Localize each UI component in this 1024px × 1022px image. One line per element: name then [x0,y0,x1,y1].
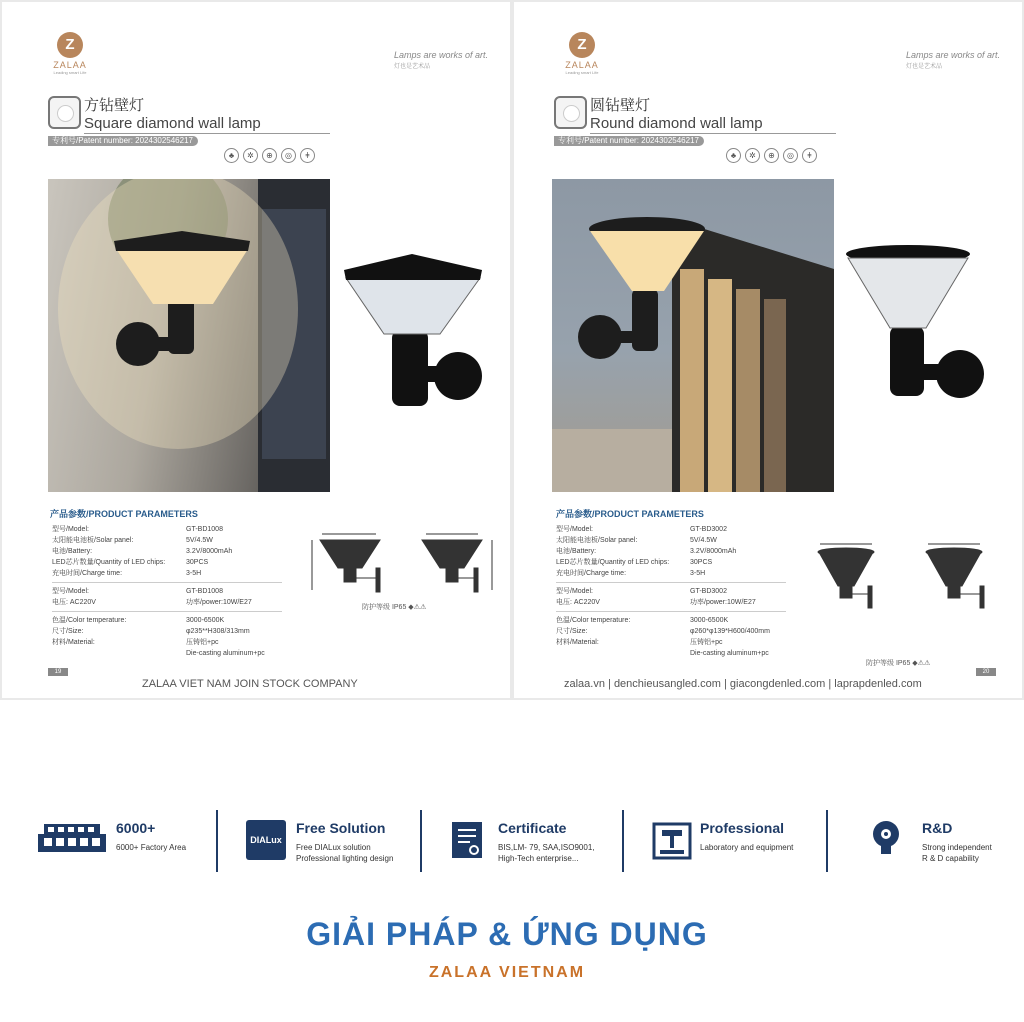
feature-icons [224,148,315,163]
param-row [52,568,282,579]
leaf-icon: ♣ [224,148,239,163]
param-value: GT-BD3002 [690,526,727,533]
logo-name: ZALAA [53,60,87,70]
certificate-icon [448,820,488,860]
param-key: 尺寸/Size: [52,628,84,635]
param-row [556,615,786,626]
waterproof-icon: ⊕ [764,148,779,163]
banner-subtitle: ZALAA VIETNAM [428,964,586,981]
param-row [52,586,282,597]
param-key: 型号/Model: [556,588,593,595]
param-row [52,524,282,535]
slogan-cn: 灯也是艺术品 [393,64,430,70]
footer-company: ZALAA VIET NAM JOIN STOCK COMPANY [142,678,358,690]
param-key: 型号/Model: [52,588,89,595]
param-value: Die-casting aluminum+pc [186,650,265,657]
params-heading: 产品参数/PRODUCT PARAMETERS [556,509,704,519]
param-value: 压铸铝+pc [690,639,723,646]
product-cutout-image [844,242,986,407]
patent-number: 专利号/Patent number: 2024302546217 [554,136,704,146]
patent-number: 专利号/Patent number: 2024302546217 [48,136,198,146]
fan-icon: ✲ [243,148,258,163]
param-key: 型号/Model: [556,526,593,533]
param-key: 色温/Color temperature: [52,617,127,624]
laboratory-icon [652,820,692,860]
param-key: 太阳能电池板/Solar panel: [556,537,638,544]
param-row [52,557,282,568]
slogan-en: Lamps are works of art. [905,50,1000,60]
title-cn: 圆钻壁灯 [590,97,651,114]
page-number: 19 [48,668,68,676]
thermometer-icon: ǂ [802,148,817,163]
param-key: 色温/Color temperature: [556,617,631,624]
param-key: LED芯片数量/Quantity of LED chips: [52,559,166,566]
slogan [906,50,1000,70]
bulb-gear-icon [872,820,902,860]
product-scene-photo [48,179,330,492]
product-title [48,94,330,134]
feature-professional [652,815,822,865]
param-row [556,546,786,557]
param-value: 3-5H [690,570,706,577]
param-row [556,586,786,597]
param-key [52,648,186,659]
divider [216,810,218,872]
feature-free-solution [246,815,416,865]
feature-desc: Strong independent R & D capability [922,843,992,863]
param-key: 电压: AC220V [52,599,96,606]
params-heading: 产品参数/PRODUCT PARAMETERS [50,509,198,519]
feature-icons [726,148,817,163]
divider [826,810,828,872]
feature-desc: 6000+ Factory Area [116,843,187,852]
logo-tagline: Leading smart Life [565,70,599,75]
feature-band [0,805,1024,875]
light-ring-icon: ◎ [783,148,798,163]
param-row [556,524,786,535]
feature-certificate [448,815,618,865]
param-row [52,615,282,626]
param-value: 功率/power:10W/E27 [690,599,756,606]
leaf-icon: ♣ [726,148,741,163]
fan-icon: ✲ [745,148,760,163]
divider [622,810,624,872]
banner-title: GIẢI PHÁP & ỨNG DỤNG [306,916,708,952]
param-value: 3.2V/8000mAh [690,548,737,555]
feature-desc: BIS,LM- 79, SAA,ISO9001, High-Tech enterprise... [498,843,595,863]
product-scene-photo [552,179,834,492]
param-key: 太阳能电池板/Solar panel: [52,537,134,544]
param-value: 30PCS [186,559,209,566]
ip-rating: 防护等级 IP65 ◆⚠⚠ [362,604,427,611]
param-value: Die-casting aluminum+pc [690,650,769,657]
param-value: GT-BD1008 [186,526,223,533]
param-row [556,597,786,608]
waterproof-icon: ⊕ [262,148,277,163]
brand-logo [48,32,92,75]
divider [420,810,422,872]
param-value: 3-5H [186,570,202,577]
feature-title: R&D [922,820,953,836]
param-key: 尺寸/Size: [556,628,588,635]
param-value: 3000-6500K [690,617,729,624]
light-ring-icon: ◎ [281,148,296,163]
feature-title: Certificate [498,820,567,836]
feature-desc: Free DIALux solution Professional lighting design [296,843,394,863]
scene-illustration [48,179,330,492]
param-row [52,546,282,557]
logo-name: ZALAA [565,60,599,70]
feature-title: 6000+ [116,820,156,836]
param-row [556,568,786,579]
dimension-drawing [808,538,998,618]
param-key: LED芯片数量/Quantity of LED chips: [556,559,670,566]
page-number: 20 [976,668,996,676]
dimension-drawing [308,530,498,596]
logo-tagline: Leading smart Life [53,70,87,75]
title-en: Round diamond wall lamp [590,115,836,134]
param-value: GT-BD3002 [690,588,727,595]
param-value: 5V/4.5W [690,537,717,544]
footer-websites: zalaa.vn | denchieusangled.com | giacongdenled.com | laprapdenled.com [564,678,922,690]
param-key: 电池/Battery: [556,548,597,555]
param-row [556,626,786,637]
param-value: 5V/4.5W [186,537,213,544]
product-shape-icon [48,96,81,129]
param-row [52,626,282,637]
param-key: 充电时间/Charge time: [52,570,123,577]
title-en: Square diamond wall lamp [84,115,330,134]
params-table [52,524,282,659]
feature-desc: Laboratory and equipment [700,843,794,852]
param-row [556,557,786,568]
product-cutout-image [340,248,486,413]
feature-title: Professional [700,820,785,836]
param-value: 压铸铝+pc [186,639,219,646]
slogan-cn: 灯也是艺术品 [905,64,942,70]
feature-factory [36,815,206,865]
param-key: 电池/Battery: [52,548,93,555]
param-row [556,648,786,659]
param-value: 30PCS [690,559,713,566]
product-shape-icon [554,96,587,129]
param-row [556,637,786,648]
slogan [394,50,488,70]
param-value: 3.2V/8000mAh [186,548,233,555]
param-row [52,597,282,608]
logo-mark: Z [57,32,83,58]
product-title [554,94,836,134]
param-value: φ260*φ139*H600/400mm [690,628,770,635]
param-key: 型号/Model: [52,526,89,533]
param-row [52,535,282,546]
logo-mark: Z [569,32,595,58]
ip-rating: 防护等级 IP65 ◆⚠⚠ [866,660,931,667]
param-key: 材料/Material: [52,639,95,646]
title-cn: 方钻壁灯 [84,97,145,114]
catalog-page-left [2,2,510,698]
brand-logo [560,32,604,75]
dialux-icon: DIALux [246,820,286,860]
param-value: φ235**H308/313mm [186,628,250,635]
slogan-en: Lamps are works of art. [393,50,488,60]
param-row [556,535,786,546]
thermometer-icon: ǂ [300,148,315,163]
factory-icon [36,820,108,854]
param-row [52,648,282,659]
feature-title: Free Solution [296,820,386,836]
param-key: 充电时间/Charge time: [556,570,627,577]
param-value: 3000-6500K [186,617,225,624]
catalog-page-right [514,2,1022,698]
param-row [52,637,282,648]
feature-rnd [872,815,1022,865]
scene-illustration [552,179,834,492]
param-key: 电压: AC220V [556,599,600,606]
params-table [556,524,786,659]
param-key: 材料/Material: [556,639,599,646]
param-key [556,648,690,659]
param-value: GT-BD1008 [186,588,223,595]
param-value: 功率/power:10W/E27 [186,599,252,606]
